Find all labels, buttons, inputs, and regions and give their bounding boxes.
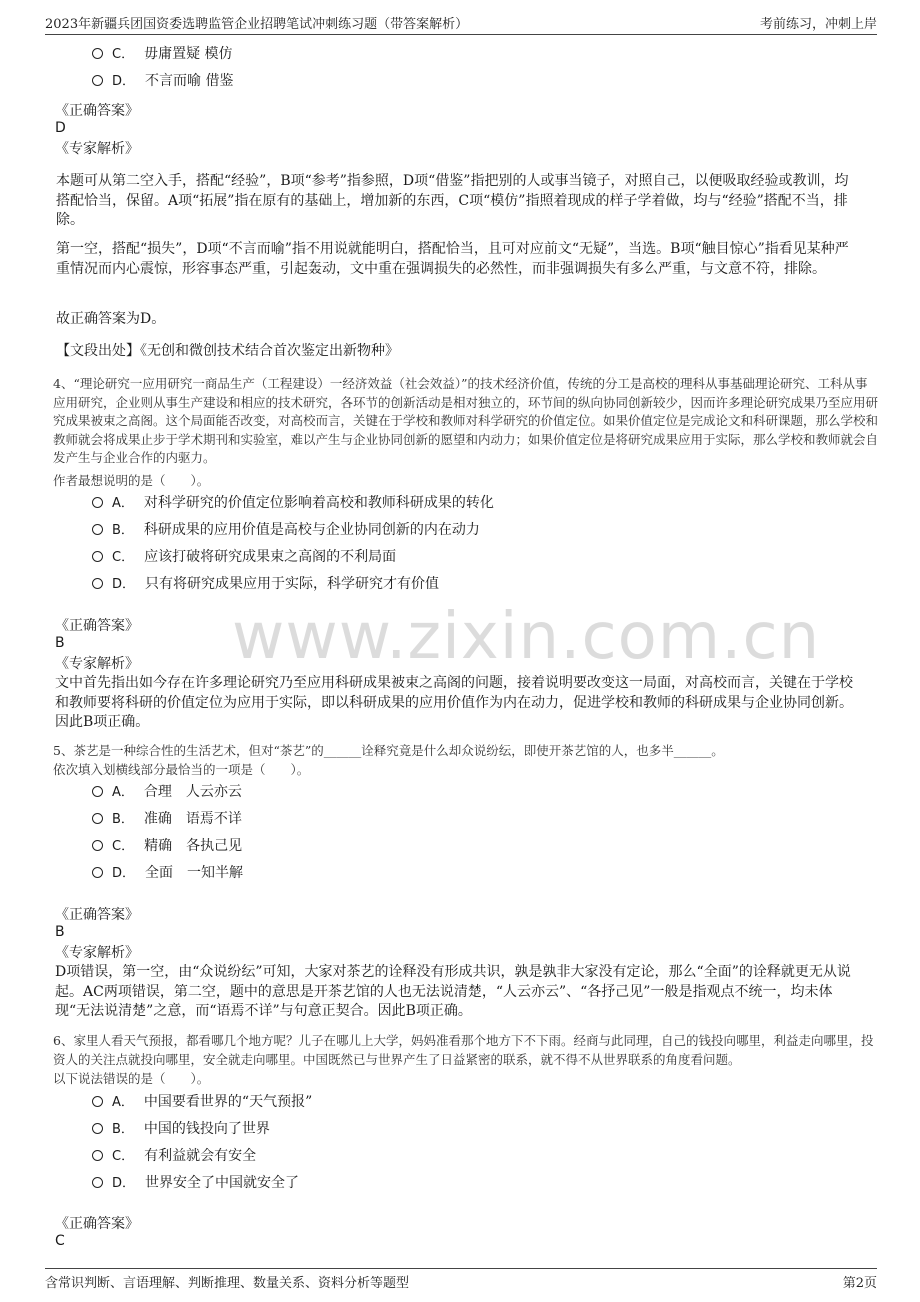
- q3-analysis-conclusion: 故正确答案为D。: [56, 311, 166, 327]
- option-text: 只有将研究成果应用于实际，科学研究才有价值: [145, 576, 440, 592]
- q3-answer-label: 《正确答案》: [55, 103, 139, 119]
- q5-option-c[interactable]: [92, 836, 242, 856]
- radio-button-icon[interactable]: [92, 48, 103, 59]
- option-letter: D．: [112, 577, 136, 592]
- header-rule: [45, 34, 877, 35]
- option-text: 不言而喻 借鉴: [145, 73, 234, 89]
- q3-option-c[interactable]: [92, 44, 233, 64]
- q4-stem: 4、“理论研究一应用研究一商品生产（工程建设）一经济效益（社会效益）”的技术经济价值，传统的分工是高校的理科从事基础理论研究、工科从事应用研究，企业则从事生产建设和相应的技术研究，各环节的创新活动是相对独立的，环节间的纵向协同创新较少，因而许多理论研究成果乃至应用研究成果被束之高阁。这个局面能否改变，对高校而言，关键在于学校和教师对科学研究的价值定位。如果价值定位是完成论文和科研课题，那么学校和教师就会将成果止步于学术期刊和实验室，难以产生与企业协同创新的愿望和内动力；如果价值定位是将研究成果应用于实际，那么学校和教师就会自发产生与企业合作的内驱力。: [53, 376, 879, 465]
- option-letter: B．: [112, 1122, 134, 1137]
- q5-analysis-label: 《专家解析》: [55, 945, 139, 961]
- option-text: 精确 各执己见: [144, 838, 243, 854]
- radio-button-icon[interactable]: [92, 786, 103, 797]
- q4-answer-label: 《正确答案》: [55, 618, 139, 634]
- radio-button-icon[interactable]: [92, 75, 103, 86]
- option-text: 全面 一知半解: [145, 865, 244, 881]
- option-letter: C．: [112, 47, 135, 62]
- option-letter: D．: [112, 1176, 136, 1191]
- option-text: 中国要看世界的“天气预报”: [143, 1094, 313, 1110]
- q6-option-c[interactable]: [92, 1146, 256, 1166]
- q6-stem: 6、家里人看天气预报，都看哪几个地方呢？儿子在哪儿上大学，妈妈准看那个地方下不下雨。经商与此同理，自己的钱投向哪里，利益走向哪里，投资人的关注点就投向哪里，安全就走向哪里。中国既然已与世界产生了日益紧密的联系，就不得不从世界联系的角度看问题。: [53, 1033, 874, 1067]
- radio-button-icon[interactable]: [92, 524, 103, 535]
- option-letter: C．: [112, 1149, 135, 1164]
- q4-option-b[interactable]: [92, 520, 480, 540]
- radio-button-icon[interactable]: [92, 1123, 103, 1134]
- option-text: 准确 语焉不详: [143, 811, 242, 827]
- q6-prompt: 以下说法错误的是（ ）。: [53, 1071, 210, 1086]
- q3-option-d[interactable]: [92, 71, 233, 91]
- radio-button-icon[interactable]: [92, 813, 103, 824]
- watermark-text: www.zixin.com.cn: [232, 600, 821, 674]
- q4-answer: B: [55, 635, 65, 651]
- q4-analysis: 文中首先指出如今存在许多理论研究乃至应用科研成果被束之高阁的问题，接着说明要改变这一局面，对高校而言，关键在于学校和教师要将科研的价值定位为应用于实际，即以科研成果的应用价值作为内在动力，促进学校和教师的科研成果与企业协同创新。因此B项正确。: [55, 675, 853, 730]
- q5-answer: B: [55, 924, 65, 940]
- radio-button-icon[interactable]: [92, 551, 103, 562]
- radio-button-icon[interactable]: [92, 840, 103, 851]
- option-text: 科研成果的应用价值是高校与企业协同创新的内在动力: [143, 522, 480, 538]
- option-letter: A．: [112, 785, 134, 800]
- q4-option-a[interactable]: [92, 493, 494, 513]
- option-text: 毋庸置疑 模仿: [144, 46, 233, 62]
- q6-option-b[interactable]: [92, 1119, 270, 1139]
- q4-analysis-label: 《专家解析》: [55, 656, 139, 672]
- document-header-title: 2023年新疆兵团国资委选聘监管企业招聘笔试冲刺练习题（带答案解析）: [45, 17, 469, 32]
- radio-button-icon[interactable]: [92, 1177, 103, 1188]
- q5-prompt: 依次填入划横线部分最恰当的一项是（ ）。: [53, 762, 310, 777]
- q6-answer-label: 《正确答案》: [55, 1216, 139, 1232]
- q3-source: 【文段出处】《无创和微创技术结合首次鉴定出新物种》: [56, 343, 399, 359]
- q3-analysis-paragraph-1: 本题可从第二空入手，搭配“经验”，B项“参考”指参照，D项“借鉴”指把别的人或事当镜子，对照自己，以便吸取经验或教训，均搭配恰当，保留。A项“拓展”指在原有的基础上，增加新的东西，C项“模仿”指照着现成的样子学着做，均与“经验”搭配不当，排除。: [56, 173, 849, 228]
- option-letter: D．: [112, 866, 136, 881]
- document-footer-text: 含常识判断、言语理解、判断推理、数量关系、资料分析等题型: [45, 1276, 410, 1291]
- option-text: 合理 人云亦云: [143, 784, 242, 800]
- option-text: 中国的钱投向了世界: [143, 1121, 270, 1137]
- radio-button-icon[interactable]: [92, 867, 103, 878]
- q6-option-d[interactable]: [92, 1173, 299, 1193]
- radio-button-icon[interactable]: [92, 1096, 103, 1107]
- option-letter: D．: [112, 74, 136, 89]
- document-header-slogan: 考前练习，冲刺上岸: [759, 17, 877, 32]
- option-letter: A．: [112, 1095, 134, 1110]
- q4-option-d[interactable]: [92, 574, 439, 594]
- q3-analysis-paragraph-2: 第一空，搭配“损失”，D项“不言而喻”指不用说就能明白，搭配恰当，且可对应前文“无疑”，当选。B项“触目惊心”指看见某种严重情况而内心震惊，形容事态严重，引起轰动，文中重在强调损失的必然性，而非强调损失有多么严重，与文意不符，排除。: [56, 241, 849, 277]
- q5-answer-label: 《正确答案》: [55, 907, 139, 923]
- q3-answer: D: [55, 120, 66, 136]
- q5-option-d[interactable]: [92, 863, 243, 883]
- q6-option-a[interactable]: [92, 1092, 312, 1112]
- q4-prompt: 作者最想说明的是（ ）。: [53, 473, 210, 488]
- radio-button-icon[interactable]: [92, 497, 103, 508]
- option-letter: C．: [112, 550, 135, 565]
- option-text: 对科学研究的价值定位影响着高校和教师科研成果的转化: [143, 495, 494, 511]
- q3-analysis-label: 《专家解析》: [55, 141, 139, 157]
- q5-option-a[interactable]: [92, 782, 242, 802]
- option-letter: A．: [112, 496, 134, 511]
- option-letter: B．: [112, 812, 134, 827]
- radio-button-icon[interactable]: [92, 578, 103, 589]
- option-letter: B．: [112, 523, 134, 538]
- footer-rule: [45, 1268, 877, 1269]
- q5-option-b[interactable]: [92, 809, 242, 829]
- q5-stem: 5、茶艺是一种综合性的生活艺术，但对“茶艺”的______诠释究竟是什么却众说纷纭，即使开茶艺馆的人，也多半______。: [53, 743, 724, 758]
- option-letter: C．: [112, 839, 135, 854]
- page-number: 第2页: [842, 1276, 877, 1291]
- option-text: 应该打破将研究成果束之高阁的不利局面: [144, 549, 397, 565]
- q5-analysis: D项错误，第一空，由“众说纷纭”可知，大家对茶艺的诠释没有形成共识，孰是孰非大家没有定论，那么“全面”的诠释就更无从说起。AC两项错误，第二空，题中的意思是开茶艺馆的人也无法说清楚，“人云亦云”、“各抒己见”一般是指观点不统一，均未体现“无法说清楚”之意，而“语焉不详”与句意正契合。因此B项正确。: [55, 964, 851, 1019]
- q4-option-c[interactable]: [92, 547, 396, 567]
- radio-button-icon[interactable]: [92, 1150, 103, 1161]
- option-text: 有利益就会有安全: [144, 1148, 257, 1164]
- option-text: 世界安全了中国就安全了: [145, 1175, 300, 1191]
- q6-answer: C: [55, 1233, 65, 1249]
